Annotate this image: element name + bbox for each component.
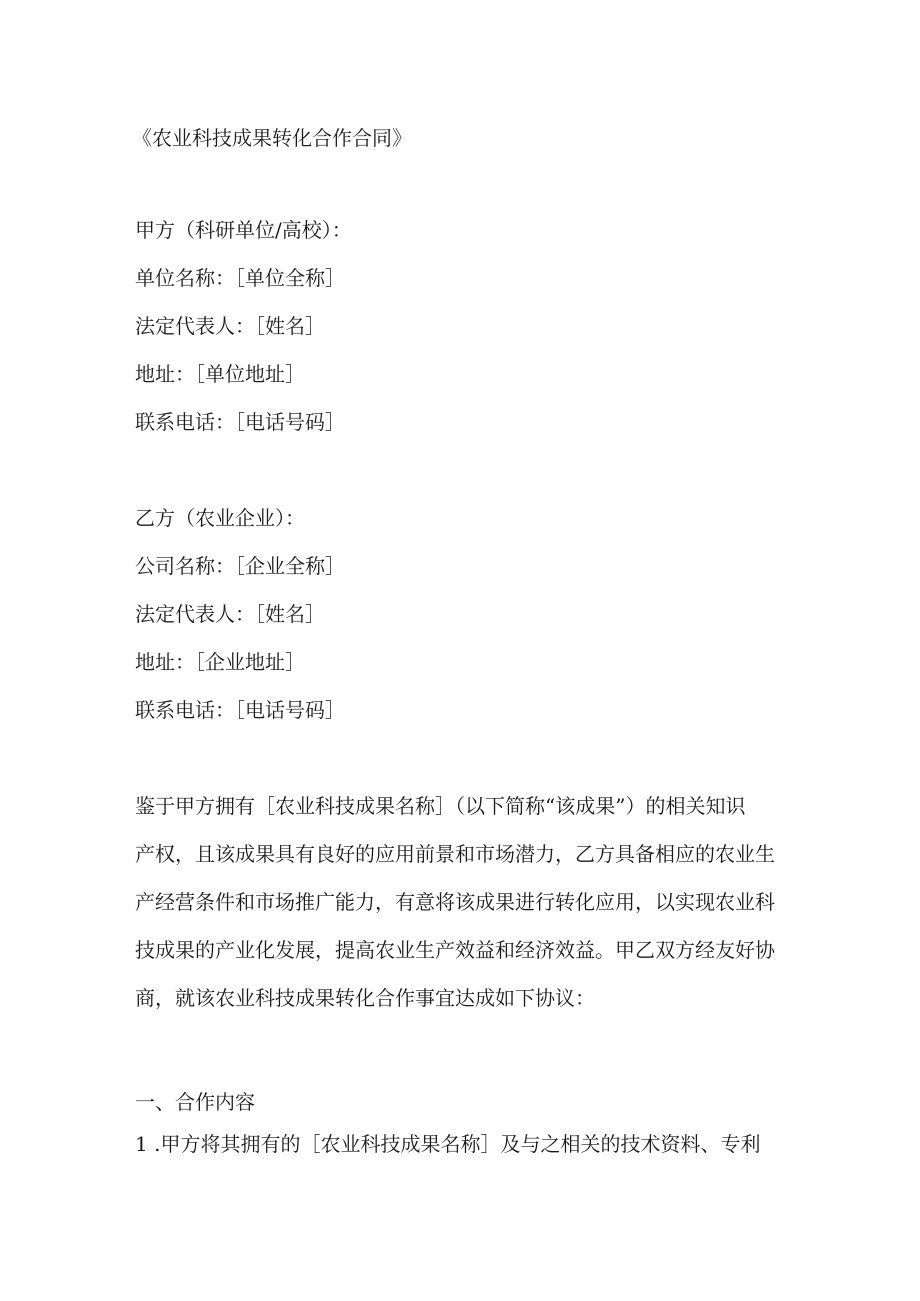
section-1-item-1: 1 .甲方将其拥有的［农业科技成果名称］及与之相关的技术资料、专利 <box>135 1132 761 1156</box>
party-b-legal-rep: 法定代表人：［姓名］ <box>135 602 325 626</box>
preamble-line: 技成果的产业化发展，提高农业生产效益和经济效益。甲乙双方经友好协 <box>135 938 775 962</box>
party-b-heading: 乙方（农业企业）： <box>135 506 305 530</box>
party-b-company-name: 公司名称：［企业全称］ <box>135 554 345 578</box>
party-a-phone: 联系电话：［电话号码］ <box>135 410 345 434</box>
party-a-address: 地址：［单位地址］ <box>135 362 305 386</box>
contract-title: 《农业科技成果转化合作合同》 <box>132 126 412 150</box>
preamble-line: 产权，且该成果具有良好的应用前景和市场潜力，乙方具备相应的农业生 <box>135 842 775 866</box>
preamble-line: 产经营条件和市场推广能力，有意将该成果进行转化应用，以实现农业科 <box>135 890 775 914</box>
party-a-unit-name: 单位名称：［单位全称］ <box>135 266 345 290</box>
section-1-heading: 一、合作内容 <box>135 1090 255 1114</box>
party-a-heading: 甲方（科研单位/高校）： <box>135 218 352 242</box>
preamble-line: 鉴于甲方拥有［农业科技成果名称］（以下简称“该成果”）的相关知识 <box>135 794 746 818</box>
preamble-line: 商，就该农业科技成果转化合作事宜达成如下协议： <box>135 986 595 1010</box>
party-a-legal-rep: 法定代表人：［姓名］ <box>135 314 325 338</box>
party-b-phone: 联系电话：［电话号码］ <box>135 698 345 722</box>
party-b-address: 地址：［企业地址］ <box>135 650 305 674</box>
